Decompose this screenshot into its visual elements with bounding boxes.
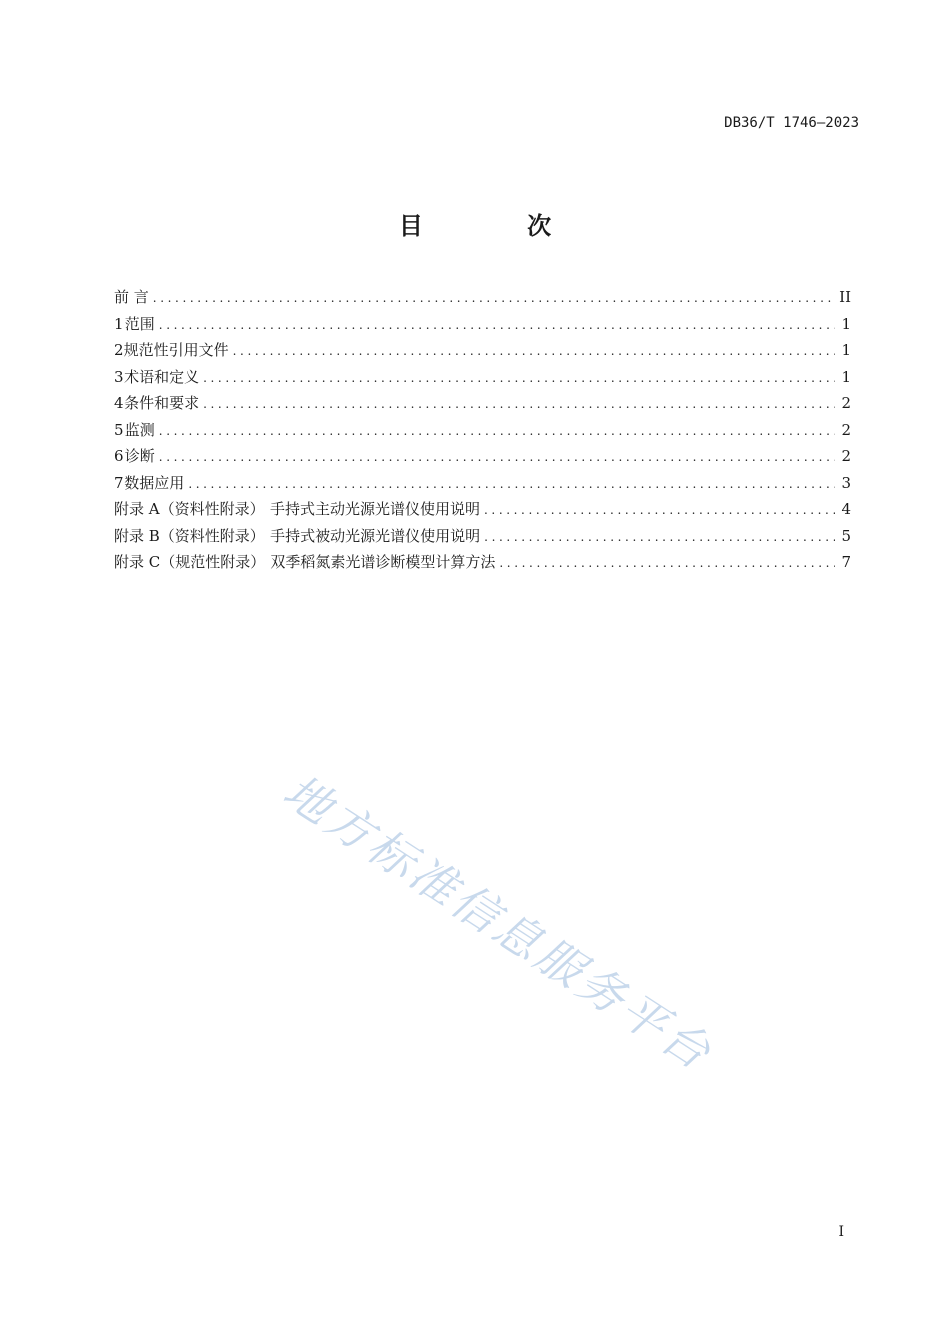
toc-entry-diagnosis[interactable]: [114, 443, 851, 470]
toc-entry-label: 规范性引用文件: [123, 341, 229, 359]
table-of-contents: [114, 284, 851, 576]
toc-entry-label: 手持式主动光源光谱仪使用说明: [269, 500, 480, 518]
toc-page-number: 2: [841, 420, 851, 439]
toc-page-number: II: [839, 288, 851, 306]
toc-entry-appendix-c[interactable]: [114, 549, 851, 576]
toc-appendix-prefix: 附录 C（规范性附录）: [114, 553, 266, 571]
toc-entry-monitoring[interactable]: [114, 417, 851, 444]
toc-leader-dots: [484, 524, 835, 551]
toc-leader-dots: [188, 471, 835, 498]
toc-leader-dots: [159, 418, 836, 445]
toc-leader-dots: [159, 312, 836, 339]
toc-page-number: 2: [841, 394, 851, 412]
toc-page-number: 5: [841, 526, 851, 545]
toc-entry-number: 6: [114, 447, 124, 465]
toc-entry-label: 数据应用: [124, 473, 185, 492]
toc-entry-appendix-a[interactable]: [114, 496, 851, 523]
watermark: 地方标准信息服务平台: [273, 763, 723, 1082]
toc-entry-scope[interactable]: [114, 311, 851, 338]
toc-entry-number: 7: [114, 473, 124, 492]
toc-leader-dots: [233, 338, 836, 365]
toc-entry-label: 条件和要求: [124, 394, 200, 412]
toc-page-number: 3: [841, 473, 851, 492]
toc-entry-label: 双季稻氮素光谱诊断模型计算方法: [270, 553, 496, 571]
toc-entry-label: 术语和定义: [124, 367, 200, 386]
toc-entry-label: 前 言: [114, 288, 149, 306]
toc-page-number: 1: [841, 341, 851, 359]
toc-leader-dots: [153, 285, 833, 312]
toc-page-number: 1: [841, 367, 851, 386]
toc-leader-dots: [203, 365, 835, 392]
toc-entry-normative-references[interactable]: [114, 337, 851, 364]
toc-entry-number: 4: [114, 394, 124, 412]
document-code: DB36/T 1746—2023: [724, 115, 859, 131]
toc-appendix-prefix: 附录 A（资料性附录）: [114, 500, 265, 518]
toc-page-number: 2: [841, 447, 851, 465]
toc-page-number: 4: [841, 500, 851, 518]
toc-entry-data-application[interactable]: [114, 470, 851, 497]
toc-entry-terms-definitions[interactable]: [114, 364, 851, 391]
toc-entry-number: 1: [114, 314, 124, 333]
page-title: 目 次: [398, 211, 600, 240]
toc-appendix-prefix: 附录 B（资料性附录）: [114, 526, 265, 545]
toc-leader-dots: [159, 444, 836, 471]
toc-entry-label: 诊断: [124, 447, 155, 465]
toc-entry-label: 监测: [124, 420, 155, 439]
toc-page-number: 1: [841, 314, 851, 333]
toc-entry-conditions-requirements[interactable]: [114, 390, 851, 417]
toc-entry-label: 范围: [124, 314, 155, 333]
toc-entry-number: 5: [114, 420, 124, 439]
toc-entry-label: 手持式被动光源光谱仪使用说明: [270, 526, 481, 545]
toc-page-number: 7: [841, 553, 851, 571]
toc-leader-dots: [484, 497, 835, 524]
toc-entry-number: 2: [114, 341, 124, 359]
toc-entry-number: 3: [114, 367, 124, 386]
toc-leader-dots: [499, 550, 835, 577]
toc-entry-foreword[interactable]: [114, 284, 851, 311]
toc-entry-appendix-b[interactable]: [114, 523, 851, 550]
toc-leader-dots: [203, 391, 835, 418]
page-number: I: [838, 1224, 844, 1240]
